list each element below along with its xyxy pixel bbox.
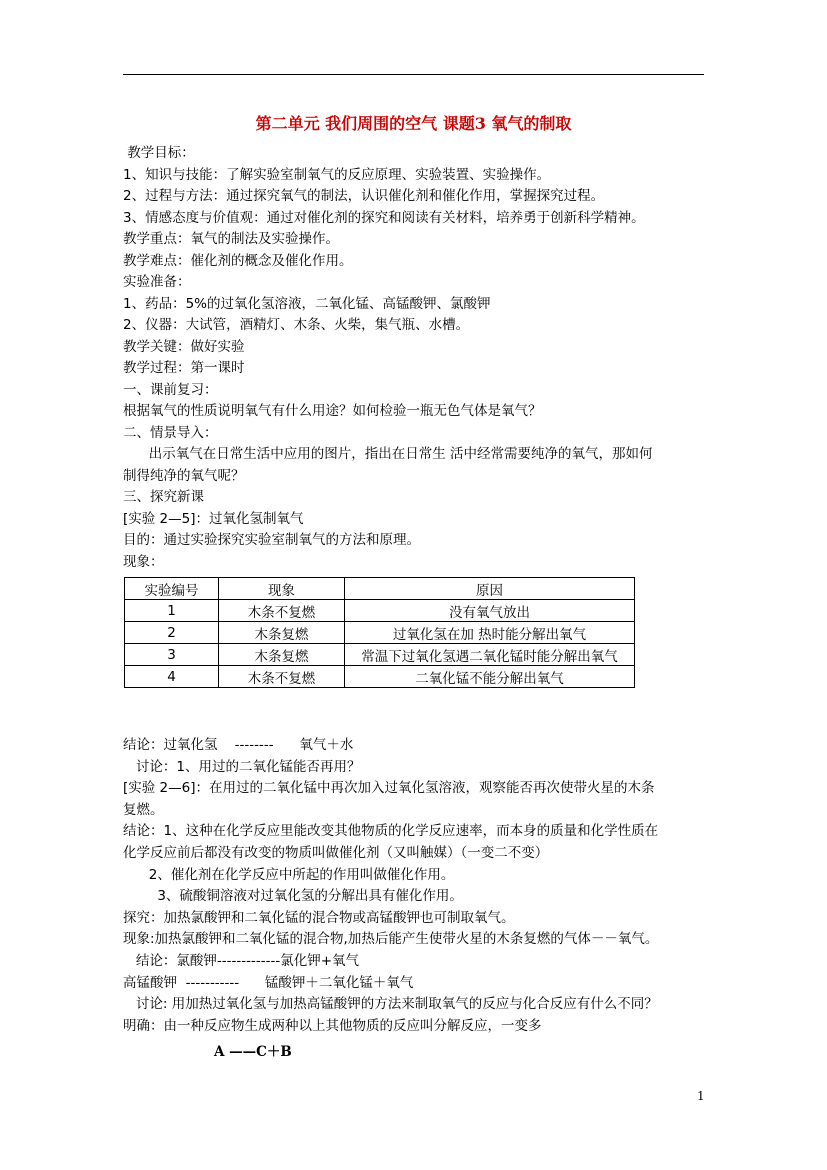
text-line: 现象:加热氯酸钾和二氧化锰的混合物,加热后能产生使带火星的木条复燃的气体－－氧气。 [123, 931, 659, 948]
text-line: 结论：1、这种在化学反应里能改变其他物质的化学反应速率，而本身的质量和化学性质在 [123, 823, 659, 840]
page-number: 1 [697, 1089, 705, 1103]
table-row [125, 644, 635, 666]
text-line: 制得纯净的氧气呢？ [123, 467, 245, 484]
header-cell: 现象 [219, 578, 345, 600]
text-line: 根据氧气的性质说明氧气有什么用途？如何检验一瓶无色气体是氧气？ [123, 403, 542, 419]
table-cell: 3 [125, 644, 219, 666]
text-line: 讨论: 用加热过氧化氢与加热高锰酸钾的方法来制取氧气的反应与化合反应有什么不同？ [123, 996, 658, 1013]
text-line: 二、情景导入： [123, 424, 218, 441]
table-cell: 常温下过氧化氢遇二氧化锰时能分解出氧气 [345, 644, 635, 666]
table-cell: 木条复燃 [219, 644, 345, 666]
text-line: 现象： [123, 553, 164, 570]
table-cell: 没有氧气放出 [345, 600, 635, 622]
observation-table [124, 577, 635, 688]
text-line: [实验 2—5]：过氧化氢制氧气 [123, 510, 304, 527]
text-line: 3、硫酸铜溶液对过氧化氢的分解出具有催化作用。 [123, 888, 463, 905]
table-header-row [125, 578, 635, 600]
decomposition-formula: A ——C＋B [214, 1044, 292, 1060]
table-cell: 木条复燃 [219, 622, 345, 644]
text-line: 实验准备： [123, 274, 191, 290]
text-line: 教学重点：氧气的制法及实验操作。 [123, 231, 339, 247]
table-row [125, 622, 635, 644]
text-line: 2、仪器：大试管，酒精灯、木条、火柴，集气瓶、水槽。 [123, 317, 470, 333]
table-cell: 2 [125, 622, 219, 644]
text-line: 2、过程与方法：通过探究氧气的制法，认识催化剂和催化作用，掌握探究过程。 [123, 188, 605, 204]
text-line: 出示氧气在日常生活中应用的图片，指出在日常生 活中经常需要纯净的氧气，那如何 [123, 446, 653, 462]
text-line: 复燃。 [123, 801, 164, 818]
header-rule [123, 74, 704, 75]
text-line: 化学反应前后都没有改变的物质叫做催化剂（又叫触媒）（一变二不变） [123, 845, 549, 861]
text-line: 明确：由一种反应物生成两种以上其他物质的反应叫分解反应，一变多 [123, 1017, 542, 1034]
text-line: 1、药品：5%的过氧化氢溶液，二氧化锰、高锰酸钾、氯酸钾 [123, 295, 491, 312]
text-line: 高锰酸钾 ----------- 锰酸钾＋二氧化锰＋氧气 [123, 974, 414, 991]
table-cell: 1 [125, 600, 219, 622]
text-line: 教学过程：第一课时 [123, 360, 245, 376]
table-cell: 木条不复燃 [219, 600, 345, 622]
text-line: 结论：过氧化氢 -------- 氧气＋水 [123, 737, 354, 753]
text-line: 一、课前复习： [123, 381, 218, 398]
text-line: 2、催化剂在化学反应中所起的作用叫做催化作用。 [123, 866, 455, 883]
table-row [125, 666, 635, 688]
text-line: [实验 2—6]：在用过的二氧化锰中再次加入过氧化氢溶液，观察能否再次使带火星的木条 [123, 780, 655, 797]
table-cell: 木条不复燃 [219, 666, 345, 688]
table-cell: 二氧化锰不能分解出氧气 [345, 666, 635, 688]
table-row [125, 600, 635, 622]
text-line: 讨论：1、用过的二氧化锰能否再用？ [123, 758, 361, 775]
text-line: 探究：加热氯酸钾和二氧化锰的混合物或高锰酸钾也可制取氧气。 [123, 909, 515, 926]
table-cell: 4 [125, 666, 219, 688]
table-cell: 过氧化氢在加 热时能分解出氧气 [345, 622, 635, 644]
text-line: 三、探究新课 [123, 489, 204, 505]
header-cell: 原因 [345, 578, 635, 600]
text-line: 教学难点：催化剂的概念及催化作用。 [123, 252, 353, 269]
text-line: 目的：通过实验探究实验室制氧气的方法和原理。 [123, 532, 420, 548]
text-line: 3、情感态度与价值观：通过对催化剂的探究和阅读有关材料，培养勇于创新科学精神。 [123, 209, 645, 226]
page-title: 第二单元 我们周围的空气 课题3 氧气的制取 [255, 114, 572, 133]
text-line: 教学关键：做好实验 [123, 338, 245, 355]
text-line: 结论：氯酸钾-------------氯化钾+氧气 [123, 953, 360, 969]
text-line: 教学目标： [123, 145, 195, 161]
text-line: 1、知识与技能：了解实验室制氧气的反应原理、实验装置、实验操作。 [123, 166, 551, 183]
header-cell: 实验编号 [125, 578, 219, 600]
